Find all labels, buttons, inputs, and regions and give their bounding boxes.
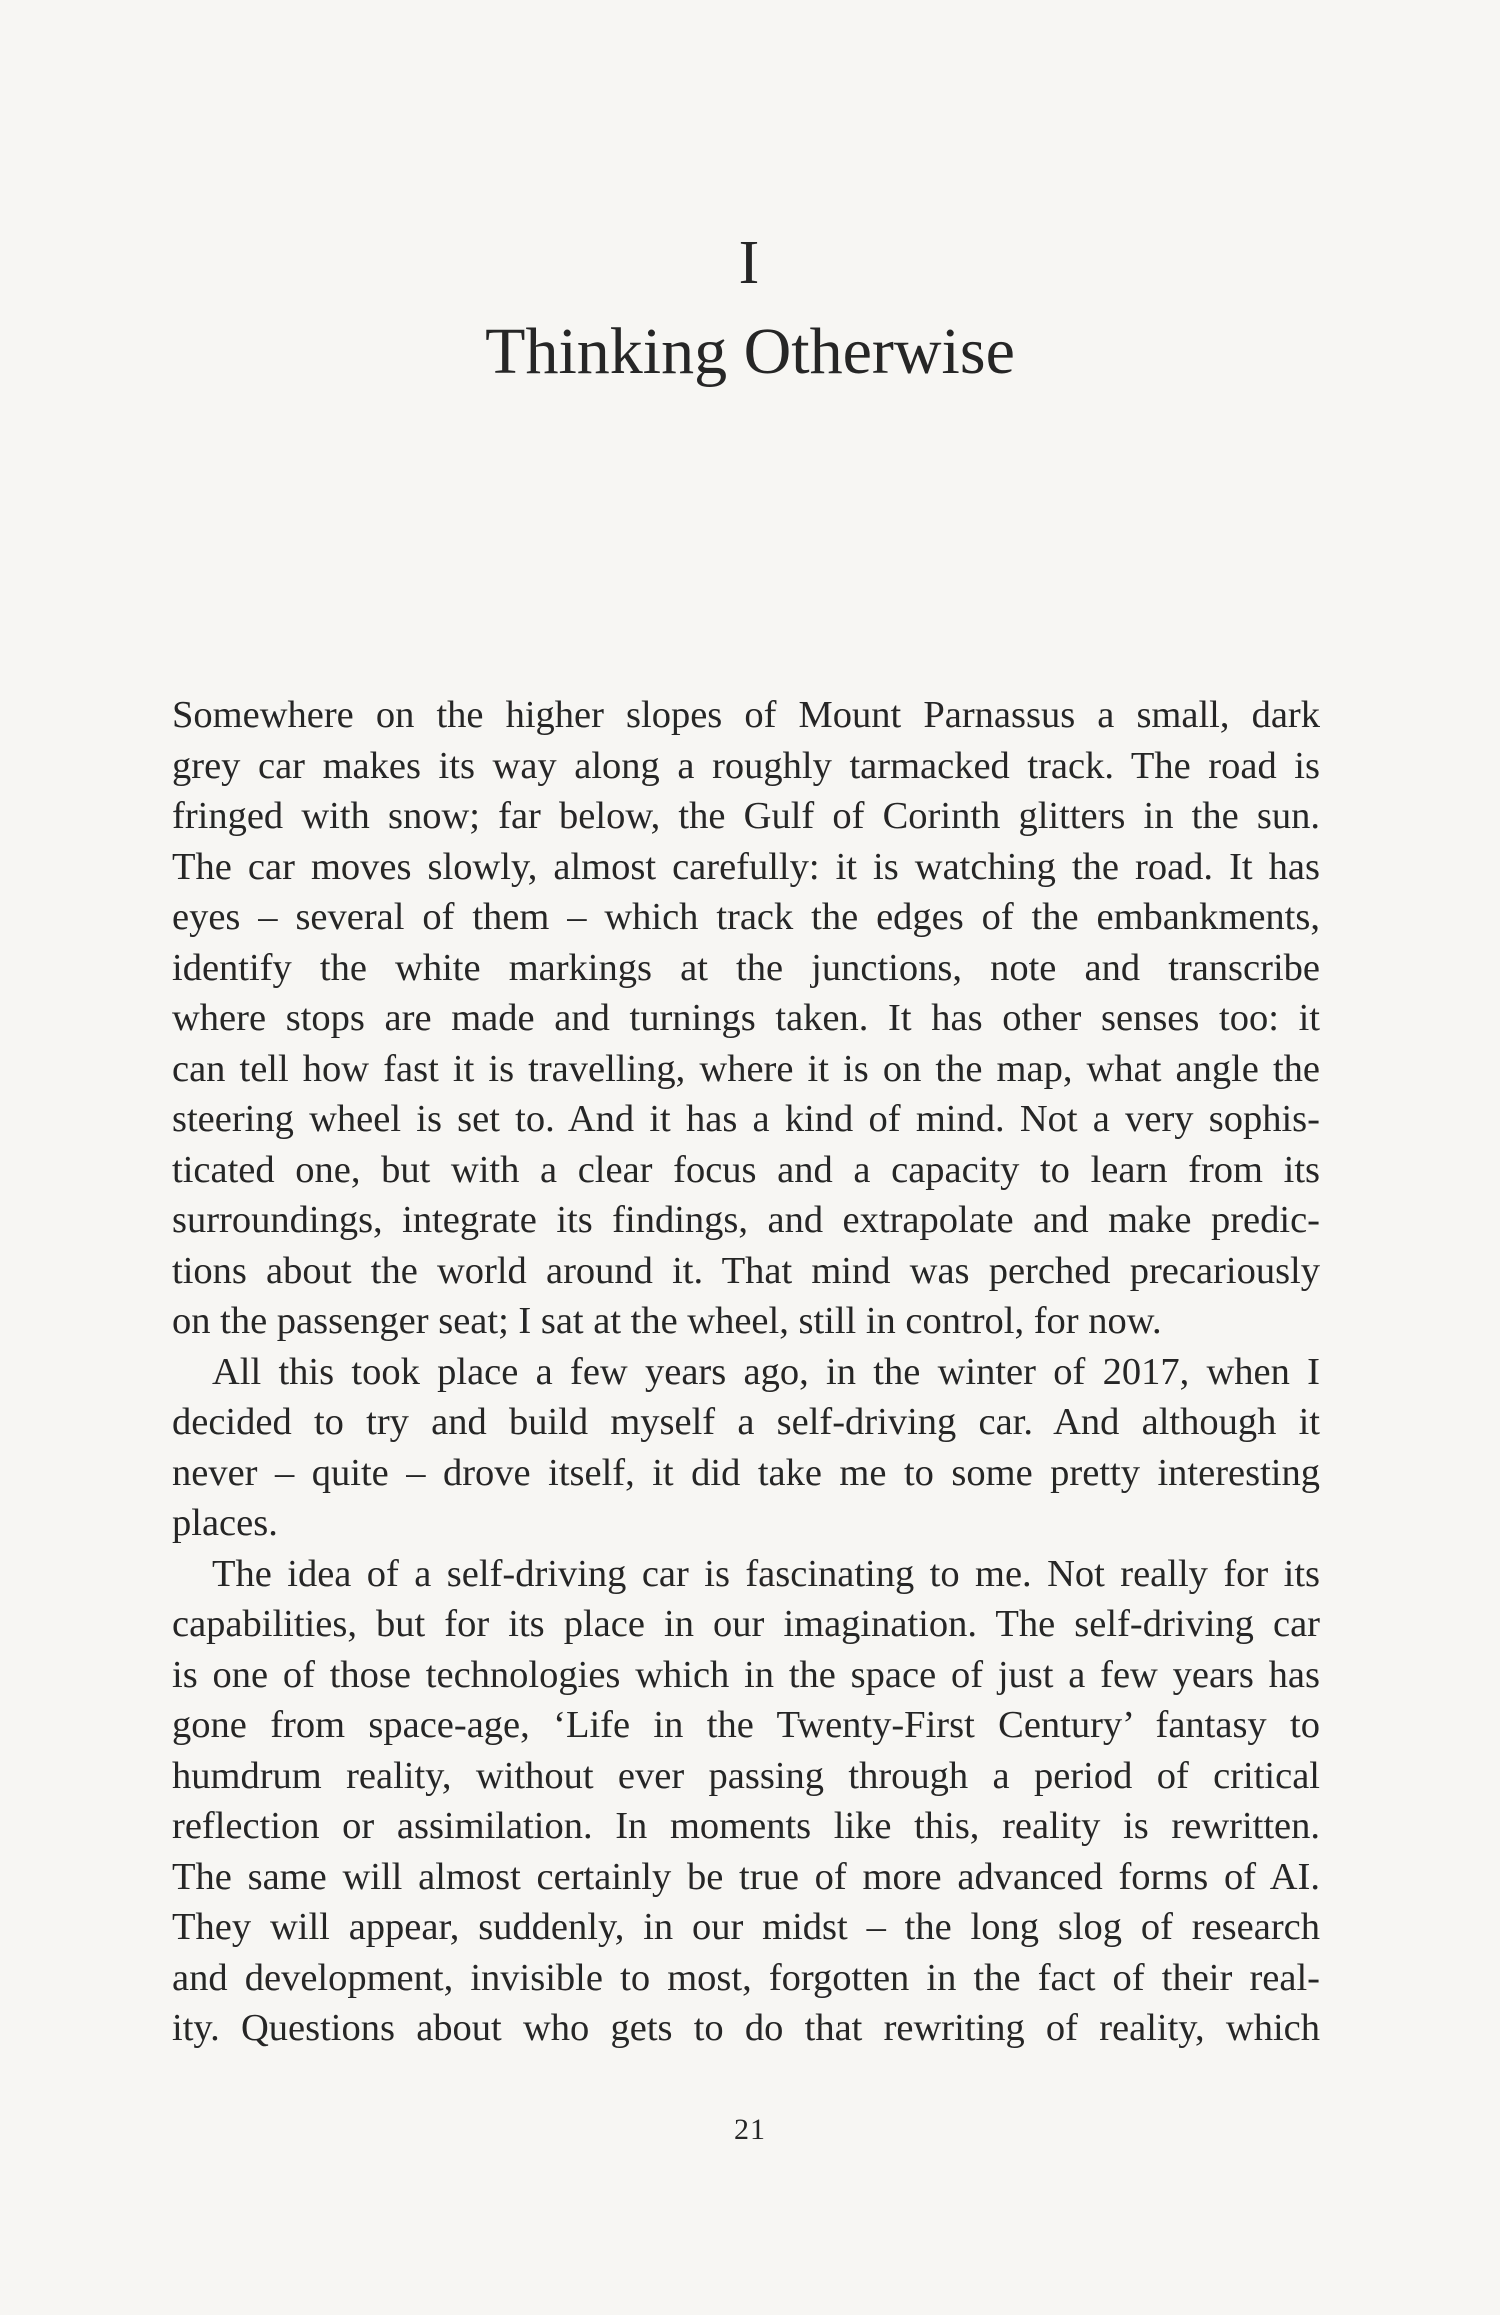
text-line: All this took place a few years ago, in the winter of 2017, when I (212, 1350, 1320, 1393)
text-line: steering wheel is set to. And it has a kind of mind. Not a very sophis- (172, 1098, 1320, 1140)
text-line: is one of those technologies which in the space of just a few years has (172, 1653, 1320, 1696)
body-text (172, 690, 1320, 2054)
text-line: places. (172, 1502, 278, 1544)
text-line: decided to try and build myself a self-driving car. And although it (172, 1401, 1320, 1443)
text-line: Somewhere on the higher slopes of Mount Parnassus a small, dark (172, 694, 1320, 736)
text-line: on the passenger seat; I sat at the wheel, still in control, for now. (172, 1300, 1162, 1342)
text-line: identify the white markings at the junctions, note and transcribe (172, 946, 1320, 989)
text-line: where stops are made and turnings taken. It has other senses too: it (172, 997, 1320, 1039)
text-line: reflection or assimilation. In moments like this, reality is rewritten. (172, 1805, 1320, 1847)
page-number: 21 (734, 2113, 766, 2146)
text-line: can tell how fast it is travelling, where it is on the map, what angle the (172, 1047, 1320, 1090)
text-line: eyes – several of them – which track the edges of the embankments, (172, 896, 1320, 938)
paragraph (172, 1549, 1320, 2054)
text-line: The same will almost certainly be true of more advanced forms of AI. (172, 1855, 1320, 1898)
text-line: grey car makes its way along a roughly tarmacked track. The road is (172, 744, 1320, 787)
paragraph (172, 1347, 1320, 1549)
text-line: surroundings, integrate its findings, and extrapolate and make predic- (172, 1199, 1320, 1241)
paragraph (172, 690, 1320, 1347)
text-line: ticated one, but with a clear focus and a capacity to learn from its (172, 1148, 1320, 1191)
text-line: and development, invisible to most, forgotten in the fact of their real- (172, 1956, 1320, 1999)
text-line: They will appear, suddenly, in our midst – the long slog of research (172, 1906, 1320, 1948)
text-line: fringed with snow; far below, the Gulf of Corinth glitters in the sun. (172, 795, 1320, 837)
chapter-number: I (738, 229, 762, 297)
chapter-title: Thinking Otherwise (485, 315, 1015, 388)
text-line: never – quite – drove itself, it did take me to some pretty interesting (172, 1451, 1320, 1494)
text-line: humdrum reality, without ever passing through a period of critical (172, 1754, 1320, 1797)
text-line: ity. Questions about who gets to do that rewriting of reality, which (172, 2007, 1320, 2049)
text-line: gone from space-age, ‘Life in the Twenty-First Century’ fantasy to (172, 1704, 1320, 1746)
text-line: The idea of a self-driving car is fascinating to me. Not really for its (212, 1552, 1320, 1595)
text-line: The car moves slowly, almost carefully: it is watching the road. It has (172, 845, 1320, 888)
text-line: tions about the world around it. That mind was perched precariously (172, 1249, 1320, 1292)
text-line: capabilities, but for its place in our imagination. The self-driving car (172, 1603, 1320, 1645)
